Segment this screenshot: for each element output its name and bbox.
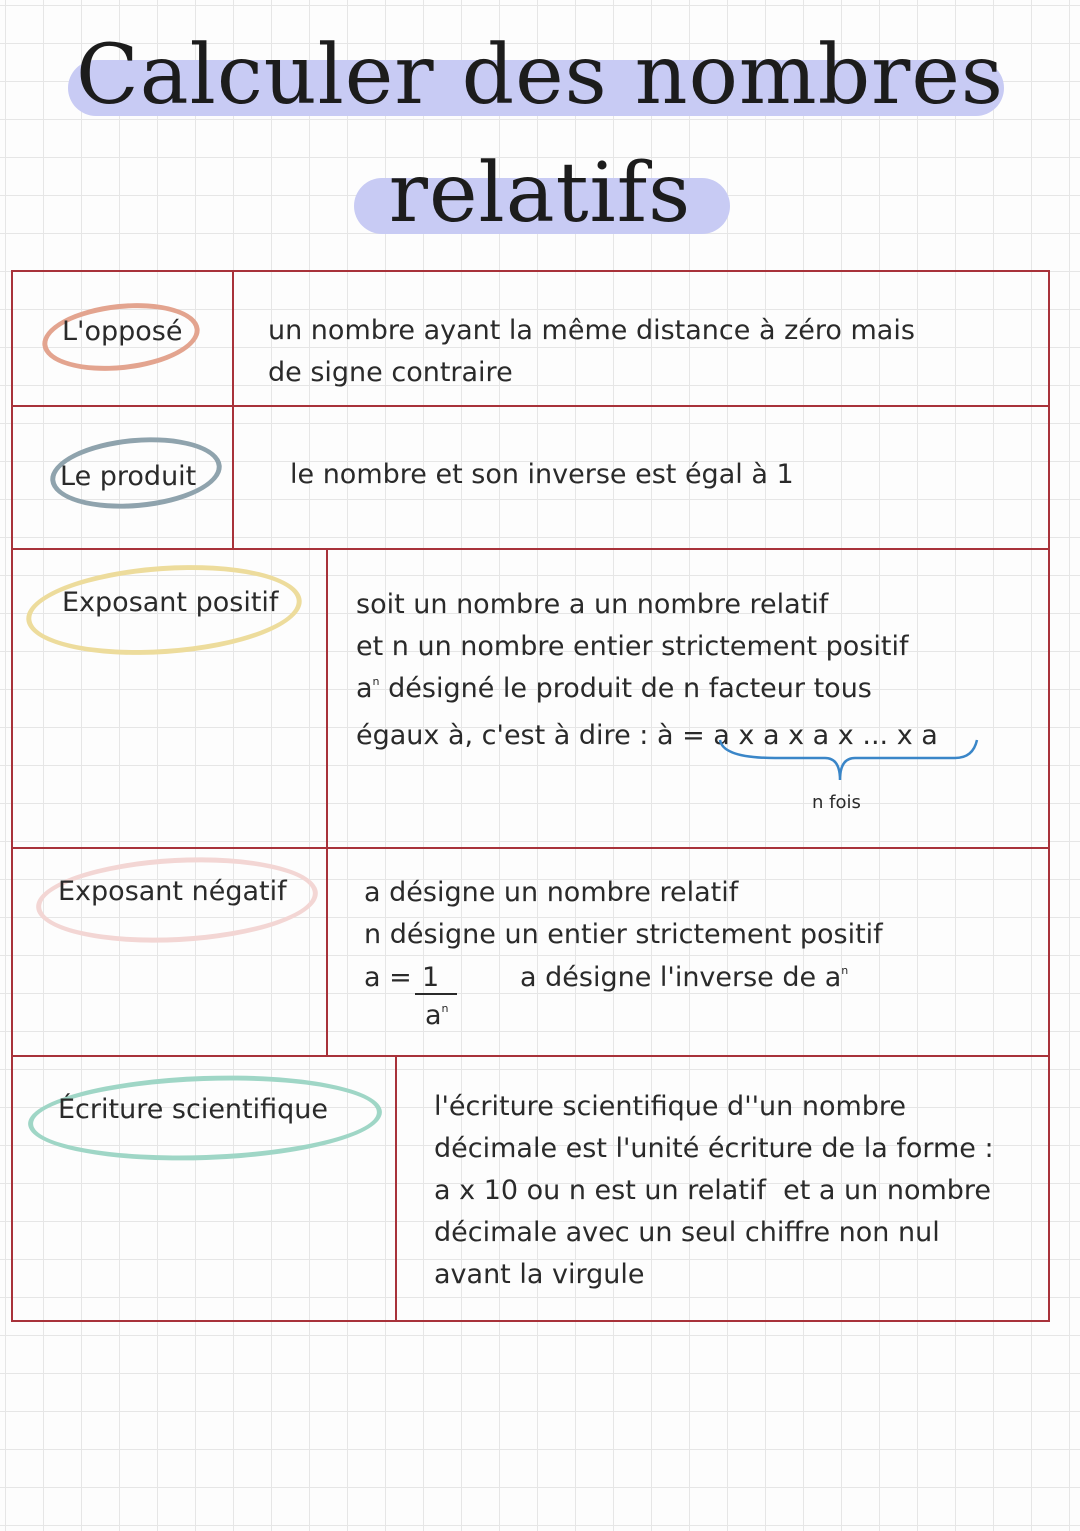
row-divider: [11, 405, 1050, 407]
row-text-oppose: un nombre ayant la même distance à zéro mais de signe contraire: [268, 315, 915, 388]
row-text-produit: le nombre et son inverse est égal à 1: [290, 459, 794, 490]
row-text-ecriture-scientifique: l'écriture scientifique d''un nombre décimale est l'unité écriture de la forme : a x 10 ou n est un relatif et a un nombre décimale avec un seul chiffre non nul avant la virgule: [434, 1091, 994, 1290]
row-divider: [11, 1055, 1050, 1057]
brace-label: n fois: [812, 792, 861, 813]
fraction-numerator: 1: [422, 962, 440, 993]
row-divider: [11, 548, 1050, 550]
page-title-line-1: Calculer des nombres: [75, 28, 1004, 123]
row-label-oppose: L'opposé: [62, 316, 183, 347]
column-divider: [232, 270, 234, 550]
page-title-line-2: relatifs: [388, 146, 692, 241]
row-divider: [11, 847, 1050, 849]
row-label-exposant-negatif: Exposant négatif: [58, 876, 287, 907]
column-divider: [395, 1055, 397, 1322]
fraction-denominator: $a^n$: [425, 1000, 449, 1031]
brace-annotation: [715, 738, 985, 788]
row-text-exposant-negatif: a désigne un nombre relatif n désigne un entier strictement positif: [364, 877, 883, 950]
fraction-prefix: a =: [364, 962, 412, 993]
exponent-mark: $a^n$: [356, 673, 380, 704]
row-label-produit: Le produit: [60, 461, 197, 492]
row-label-exposant-positif: Exposant positif: [62, 587, 279, 618]
product-formula: a x a x a x ... x a: [713, 720, 938, 751]
column-divider: [326, 548, 328, 1057]
row-label-ecriture-scientifique: Écriture scientifique: [58, 1094, 328, 1125]
inverse-text: a désigne l'inverse de $a^n$: [520, 962, 849, 993]
row-text-exposant-positif: soit un nombre a un nombre relatif et n un nombre entier strictement positif $a^n$ désigné le produit de n facteur tous égaux à, c'est à dire : à = a x a x a x ... x a: [356, 589, 938, 751]
